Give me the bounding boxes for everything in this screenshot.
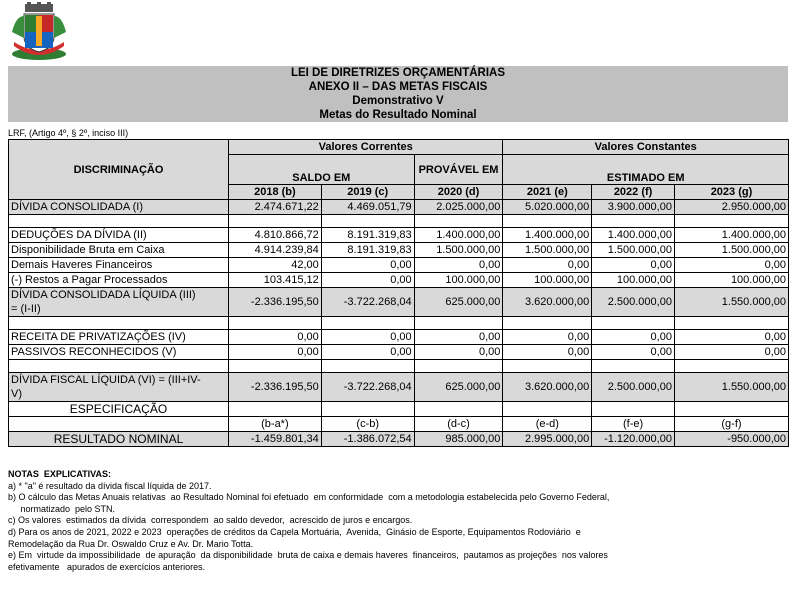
table-row — [9, 228, 789, 243]
row-label: (-) Restos a Pagar Processados — [9, 273, 229, 288]
header-year: 2019 (c) — [321, 185, 414, 200]
cell-value: 985.000,00 — [414, 432, 503, 447]
row-label — [9, 288, 229, 317]
title-line: LEI DE DIRETRIZES ORÇAMENTÁRIAS — [290, 67, 506, 79]
row-label-line: V) — [11, 388, 22, 400]
report-title — [8, 66, 788, 122]
note-line: e) Em virtude da impossibilidade de apuração da disponibilidade bruta de caixa e demais haveres financeiros, pautamos as projeções nos valores — [8, 550, 608, 561]
row-label-line: = (I-II) — [11, 303, 41, 315]
cell-value: 1.550.000,00 — [674, 373, 788, 402]
row-label: DEDUÇÕES DA DÍVIDA (II) — [9, 228, 229, 243]
note-line: d) Para os anos de 2021, 2022 e 2023 operações de créditos da Capela Mortuária, Avenida, Ginásio de Esporte, Equipamentos Rodoviário e — [8, 526, 581, 537]
table-row — [9, 200, 789, 215]
note-line: c) Os valores estimados da dívida correspondem ao saldo devedor, acrescido de juros e encargos. — [8, 515, 413, 526]
table-row — [9, 373, 789, 402]
table-row — [9, 432, 789, 447]
header-valores-constantes: Valores Constantes — [503, 140, 789, 155]
table-row — [9, 273, 789, 288]
cell-value: 2.500.000,00 — [592, 288, 675, 317]
row-label: Demais Haveres Financeiros — [9, 258, 229, 273]
cell-value: 100.000,00 — [674, 273, 788, 288]
row-label: RECEITA DE PRIVATIZAÇÕES (IV) — [9, 330, 229, 345]
header-valores-correntes: Valores Correntes — [228, 140, 502, 155]
cell-value: 42,00 — [228, 258, 321, 273]
cell-value: 0,00 — [321, 345, 414, 360]
cell-value: 3.620.000,00 — [503, 288, 592, 317]
header-estimado-em: ESTIMADO EM — [503, 155, 789, 185]
cell-value: 103.415,12 — [228, 273, 321, 288]
cell-value: 0,00 — [592, 258, 675, 273]
title-line: Metas do Resultado Nominal — [319, 109, 477, 121]
cell-value: 1.500.000,00 — [592, 243, 675, 258]
cell-value: 0,00 — [592, 345, 675, 360]
cell-value: 1.500.000,00 — [674, 243, 788, 258]
cell-value: -2.336.195,50 — [228, 288, 321, 317]
note-line: Remodelação da Rua Dr. Oswaldo Cruz e Av. Dr. Mario Totta. — [8, 538, 254, 549]
header-year: 2023 (g) — [674, 185, 788, 200]
note-line: a) * "a" é resultado da dívida fiscal líquida de 2017. — [8, 480, 212, 491]
cell-value: -3.722.268,04 — [321, 288, 414, 317]
notes-heading: NOTAS EXPLICATIVAS: — [8, 469, 112, 479]
cell-value: 0,00 — [674, 330, 788, 345]
cell-value: 1.550.000,00 — [674, 288, 788, 317]
table-row — [9, 288, 789, 317]
spacer-row — [9, 360, 789, 373]
cell-value: 2.025.000,00 — [414, 200, 503, 215]
spacer-row — [9, 215, 789, 228]
cell-value: 0,00 — [503, 258, 592, 273]
cell-value: 5.020.000,00 — [503, 200, 592, 215]
header-discriminacao: DISCRIMINAÇÃO — [9, 140, 229, 200]
cell-value: 2.500.000,00 — [592, 373, 675, 402]
cell-value: -3.722.268,04 — [321, 373, 414, 402]
row-label: RESULTADO NOMINAL — [9, 432, 229, 447]
header-year: 2020 (d) — [414, 185, 503, 200]
nominal-result-table — [8, 139, 789, 447]
formula-cell: (b-a*) — [228, 417, 321, 432]
municipal-coat-of-arms-icon — [8, 2, 70, 62]
cell-value: 1.500.000,00 — [503, 243, 592, 258]
cell-value: 100.000,00 — [592, 273, 675, 288]
cell-value: -950.000,00 — [674, 432, 788, 447]
cell-value: 1.400.000,00 — [592, 228, 675, 243]
lrf-reference: LRF, (Artigo 4º, § 2º, inciso III) — [8, 128, 129, 138]
cell-value: 0,00 — [321, 330, 414, 345]
cell-value: 2.474.671,22 — [228, 200, 321, 215]
formula-cell: (g-f) — [674, 417, 788, 432]
table-row — [9, 417, 789, 432]
cell-value: 0,00 — [592, 330, 675, 345]
table-row — [9, 345, 789, 360]
table-row — [9, 243, 789, 258]
especificacao-label: ESPECIFICAÇÃO — [9, 402, 229, 417]
cell-value: 0,00 — [414, 258, 503, 273]
cell-value: -1.386.072,54 — [321, 432, 414, 447]
cell-value: 0,00 — [414, 330, 503, 345]
cell-value: 0,00 — [321, 273, 414, 288]
cell-value: 1.400.000,00 — [503, 228, 592, 243]
table-row — [9, 258, 789, 273]
note-line: normatizado pelo STN. — [8, 503, 116, 514]
table-row — [9, 330, 789, 345]
title-line: ANEXO II – DAS METAS FISCAIS — [308, 81, 488, 93]
cell-value: -1.120.000,00 — [592, 432, 675, 447]
note-line: efetivamente apurados de exercícios anteriores. — [8, 561, 206, 572]
cell-value: 8.191.319,83 — [321, 228, 414, 243]
cell-value: 0,00 — [503, 330, 592, 345]
cell-value: 2.950.000,00 — [674, 200, 788, 215]
cell-value: 4.810.866,72 — [228, 228, 321, 243]
header-year: 2021 (e) — [503, 185, 592, 200]
cell-value: -1.459.801,34 — [228, 432, 321, 447]
cell-value: 1.500.000,00 — [414, 243, 503, 258]
cell-value: 0,00 — [414, 345, 503, 360]
explanatory-notes — [8, 469, 788, 573]
cell-value: 0,00 — [674, 258, 788, 273]
table-row — [9, 402, 789, 417]
cell-value: 8.191.319,83 — [321, 243, 414, 258]
cell-value: 0,00 — [503, 345, 592, 360]
row-label-line: DÍVIDA CONSOLIDADA LÍQUIDA (III) — [11, 289, 196, 301]
cell-value: 1.400.000,00 — [414, 228, 503, 243]
header-year: 2022 (f) — [592, 185, 675, 200]
note-line: b) O cálculo das Metas Anuais relativas ao Resultado Nominal foi efetuado em conformidade com a metodologia estabelecida pelo Governo Federal, — [8, 492, 610, 503]
cell-value: 4.469.051,79 — [321, 200, 414, 215]
header-year: 2018 (b) — [228, 185, 321, 200]
cell-value: 4.914.239,84 — [228, 243, 321, 258]
row-label: DÍVIDA CONSOLIDADA (I) — [9, 200, 229, 215]
formula-cell: (f-e) — [592, 417, 675, 432]
row-label-line: DÍVIDA FISCAL LÍQUIDA (VI) = (III+IV- — [11, 374, 201, 386]
cell-value: 3.900.000,00 — [592, 200, 675, 215]
title-line: Demonstrativo V — [352, 95, 444, 107]
formula-cell: (c-b) — [321, 417, 414, 432]
cell-value: 0,00 — [674, 345, 788, 360]
cell-value: 0,00 — [321, 258, 414, 273]
cell-value: 100.000,00 — [503, 273, 592, 288]
cell-value: 0,00 — [228, 330, 321, 345]
row-label: Disponibilidade Bruta em Caixa — [9, 243, 229, 258]
formula-cell: (e-d) — [503, 417, 592, 432]
cell-value: 3.620.000,00 — [503, 373, 592, 402]
header-provavel-em: PROVÁVEL EM — [414, 155, 503, 185]
formula-cell: (d-c) — [414, 417, 503, 432]
cell-value: -2.336.195,50 — [228, 373, 321, 402]
cell-value: 2.995.000,00 — [503, 432, 592, 447]
header-saldo-em: SALDO EM — [228, 155, 414, 185]
spacer-row — [9, 317, 789, 330]
cell-value: 100.000,00 — [414, 273, 503, 288]
cell-value: 625.000,00 — [414, 373, 503, 402]
row-label: PASSIVOS RECONHECIDOS (V) — [9, 345, 229, 360]
cell-value: 1.400.000,00 — [674, 228, 788, 243]
row-label — [9, 373, 229, 402]
cell-value: 0,00 — [228, 345, 321, 360]
cell-value: 625.000,00 — [414, 288, 503, 317]
